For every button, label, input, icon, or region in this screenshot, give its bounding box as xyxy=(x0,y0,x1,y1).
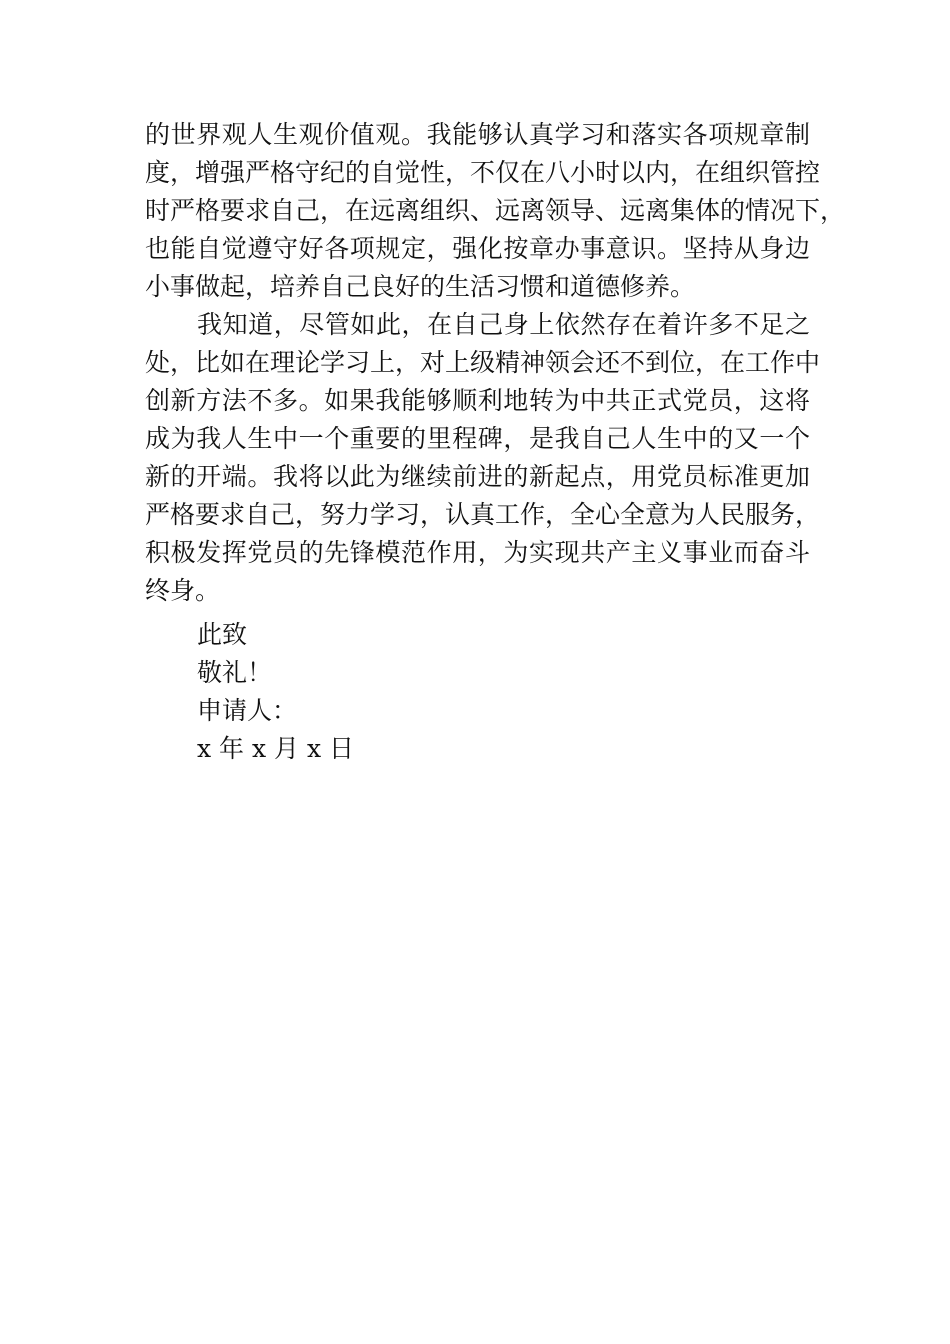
text-line: 处，比如在理论学习上，对上级精神领会还不到位，在工作中 xyxy=(145,348,821,377)
letter-body xyxy=(145,116,846,610)
letter-closing xyxy=(197,616,354,768)
text-line: 我知道，尽管如此，在自己身上依然存在着许多不足之 xyxy=(197,310,810,339)
text-line: 时严格要求自己，在远离组织、远离领导、远离集体的情况下， xyxy=(145,196,846,225)
paragraph-1 xyxy=(145,116,846,306)
paragraph-2 xyxy=(145,306,821,610)
applicant-label: 申请人： xyxy=(197,696,298,725)
text-line: 新的开端。我将以此为继续前进的新起点，用党员标准更加 xyxy=(145,462,810,491)
text-line: 严格要求自己，努力学习，认真工作，全心全意为人民服务， xyxy=(145,500,821,529)
regards: 敬礼！ xyxy=(197,658,273,687)
salutation: 此致 xyxy=(197,620,248,649)
text-line: 度，增强严格守纪的自觉性，不仅在八小时以内，在组织管控 xyxy=(145,158,821,187)
text-line: 积极发挥党员的先锋模范作用，为实现共产主义事业而奋斗 xyxy=(145,538,810,567)
text-line: 的世界观人生观价值观。我能够认真学习和落实各项规章制 xyxy=(145,120,810,149)
text-line: 成为我人生中一个重要的里程碑，是我自己人生中的又一个 xyxy=(145,424,810,453)
text-line: 创新方法不多。如果我能够顺利地转为中共正式党员，这将 xyxy=(145,386,810,415)
text-line: 也能自觉遵守好各项规定，强化按章办事意识。坚持从身边 xyxy=(145,234,810,263)
date-line: x 年 x 月 x 日 xyxy=(197,734,355,763)
text-line: 终身。 xyxy=(145,576,221,605)
text-line: 小事做起，培养自己良好的生活习惯和道德修养。 xyxy=(145,272,696,301)
